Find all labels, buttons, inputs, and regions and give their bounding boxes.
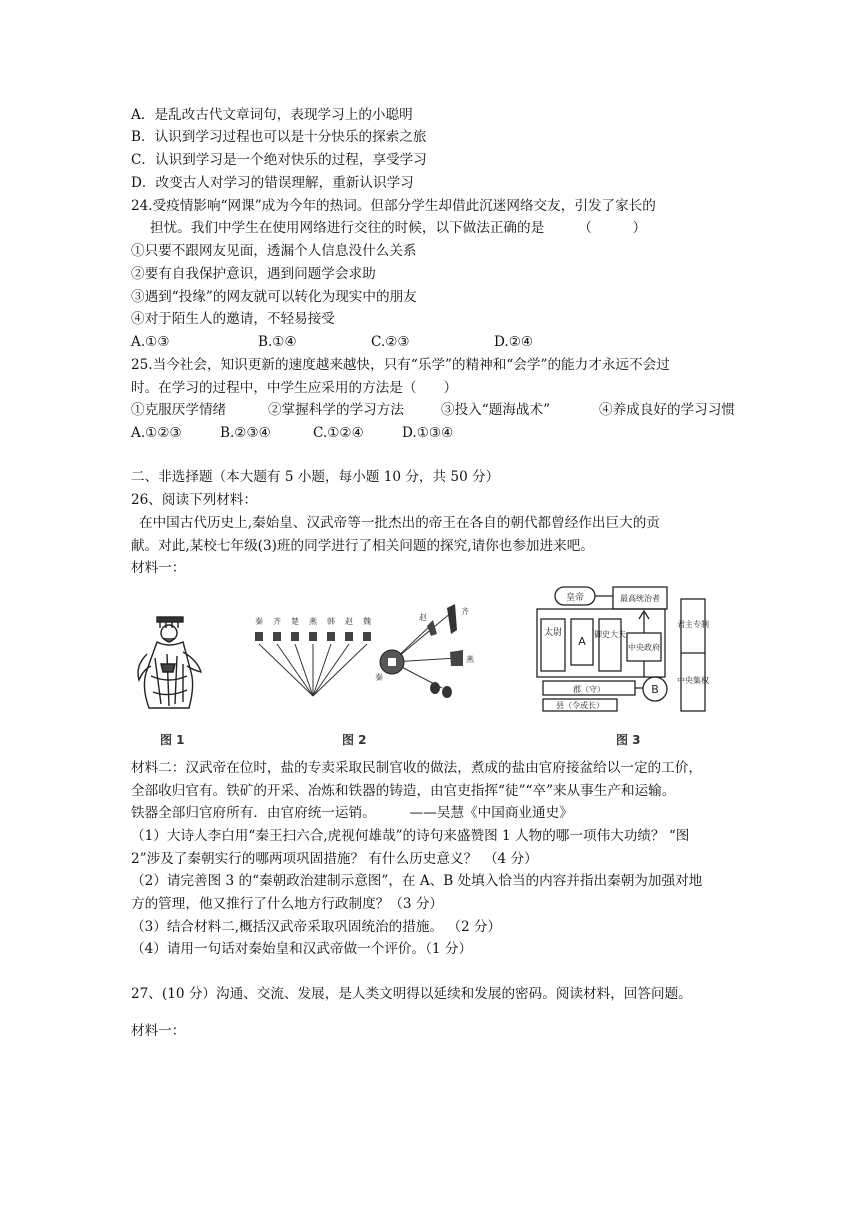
fig2-state-label: 赵 (345, 617, 353, 626)
q25-choice-b: B.②③④ (220, 425, 271, 441)
figure-1-caption: 图 1 (160, 733, 185, 747)
q24-choice-c: C.②③ (371, 334, 410, 350)
q26-sub3: （3）结合材料二,概括汉武帝采取巩固统治的措施。 （2 分） (131, 919, 502, 935)
q25-item-3: ③投入“题海战术” (441, 402, 551, 418)
figure-1-emperor-illustration (131, 614, 207, 714)
q26-sub1-line2: 2”涉及了秦朝实行的哪两项巩固措施？ 有什么历史意义？ （4 分） (131, 851, 538, 867)
fig3-taiwei: 太尉 (543, 628, 563, 638)
q25-choice-c: C.①②④ (313, 425, 364, 441)
q25-choice-a: A.①②③ (131, 425, 182, 441)
q24-choice-a: A.①③ (131, 334, 170, 350)
q25-stem-line1: 25.当今社会，知识更新的速度越来越快，只有“乐学”的精神和“会学”的能力才永远不会过 (131, 357, 670, 373)
fig2-state-label: 齐 (273, 617, 281, 626)
q24-stem-line1: 24.受疫情影响“网课”成为今年的热词。但部分学生却借此沉迷网络交友，引发了家长的 (131, 198, 656, 214)
q24-choice-b: B.①④ (258, 334, 297, 350)
fig2-state-label: 燕 (309, 617, 317, 626)
q26-title: 26、阅读下列材料： (131, 492, 258, 508)
fig3-side-bottom: 中央集权 (677, 676, 709, 685)
q25-item-4: ④养成良好的学习习惯 (599, 402, 735, 418)
q26-material1-label: 材料一： (131, 560, 186, 576)
q26-material2-line1: 材料二：汉武帝在位时，盐的专卖采取民制官收的做法，煮成的盐由官府接盆给以一定的工价， (131, 760, 702, 776)
q24-item-3: ③遇到“投缘”的网友就可以转化为现实中的朋友 (131, 289, 417, 305)
fig3-yushi: 御史大夫 (594, 630, 626, 639)
q25-choice-d: D.①③④ (402, 425, 454, 441)
q24-item-4: ④对于陌生人的邀请，不轻易接受 (131, 311, 335, 327)
q25-item-2: ②掌握科学的学习方法 (268, 402, 404, 418)
fig2-coin-label: 赵 (419, 613, 427, 622)
section2-title: 二、非选择题（本大题有 5 小题，每小题 10 分，共 50 分） (131, 469, 500, 485)
fig3-side-top: 君主专制 (677, 620, 709, 629)
q23-option-b: B．认识到学习过程也可以是十分快乐的探索之旅 (131, 129, 427, 145)
q27-stem: 27、(10 分）沟通、交流、发展，是人类文明得以延续和发展的密码。阅读材料，回答问题。 (131, 986, 692, 1002)
fig2-state-label: 秦 (255, 617, 263, 626)
figure-2-caption: 图 2 (342, 733, 367, 747)
fig3-supreme-ruler: 最高统治者 (620, 594, 660, 603)
q26-intro-line2: 献。对此,某校七年级(3)班的同学进行了相关问题的探究,请你也参加进来吧。 (131, 538, 594, 554)
fig3-emperor: 皇帝 (565, 593, 585, 603)
fig2-coin-label: 秦 (375, 673, 383, 682)
q25-item-1: ①克服厌学情绪 (131, 402, 227, 418)
figure-2-unification-diagram (247, 600, 477, 704)
fig3-box-b: B (651, 683, 659, 696)
fig2-coin-label: 齐 (461, 607, 469, 616)
fig3-commandery: 郡（守） (573, 685, 605, 694)
q26-sub2-line1: （2）请完善图 3 的“秦朝政治建制示意图”，在 A、B 处填入恰当的内容并指出秦朝为加强对地 (131, 873, 703, 889)
q26-sub1-line1: （1）大诗人李白用“秦王扫六合,虎视何雄哉”的诗句来盛赞图 1 人物的哪一项伟大功绩？ “图 (131, 828, 690, 844)
fig2-state-label: 魏 (363, 617, 371, 626)
q23-option-c: C．认识到学习是一个绝对快乐的过程，享受学习 (131, 152, 427, 168)
q25-stem-line2: 时。在学习的过程中，中学生应采用的方法是（ ） (131, 380, 458, 396)
fig2-state-label: 韩 (327, 617, 335, 626)
fig3-box-a: A (578, 635, 586, 648)
figure-3-caption: 图 3 (616, 733, 641, 747)
q26-sub4: （4）请用一句话对秦始皇和汉武帝做一个评价。（1 分） (131, 941, 473, 957)
fig2-coin-label: 燕 (466, 655, 474, 664)
q24-item-1: ①只要不跟网友见面，透漏个人信息没什么关系 (131, 243, 417, 259)
q23-option-a: A．是乱改古代文章词句，表现学习上的小聪明 (131, 107, 413, 123)
figure-3-qin-political-structure (531, 583, 711, 713)
q26-sub2-line2: 方的管理，他又推行了什么地方行政制度？（3 分） (131, 896, 444, 912)
q24-stem-line2: 担忧。我们中学生在使用网络进行交往的时候，以下做法正确的是 （ ） (150, 220, 647, 236)
q26-intro-line1: 在中国古代历史上,秦始皇、汉武帝等一批杰出的帝王在各自的朝代都曾经作出巨大的贡 (139, 515, 660, 531)
q24-item-2: ②要有自我保护意识，遇到问题学会求助 (131, 266, 376, 282)
q24-choice-d: D.②④ (494, 334, 534, 350)
q26-material2-line3: 铁器全部归官府所有．由官府统一运销。 ——吴慧《中国商业通史》 (131, 805, 573, 821)
fig3-central-government: 中央政府 (628, 643, 660, 652)
fig2-state-label: 楚 (291, 617, 299, 626)
q23-option-d: D．改变古人对学习的错误理解，重新认识学习 (131, 175, 414, 191)
fig3-county: 县（令或长） (556, 701, 604, 710)
q26-material2-line2: 全部收归官有。铁矿的开采、冶炼和铁器的铸造，由官吏指挥“徒”“卒”来从事生产和运输。 (131, 783, 676, 799)
q27-material1-label: 材料一： (131, 1023, 186, 1039)
